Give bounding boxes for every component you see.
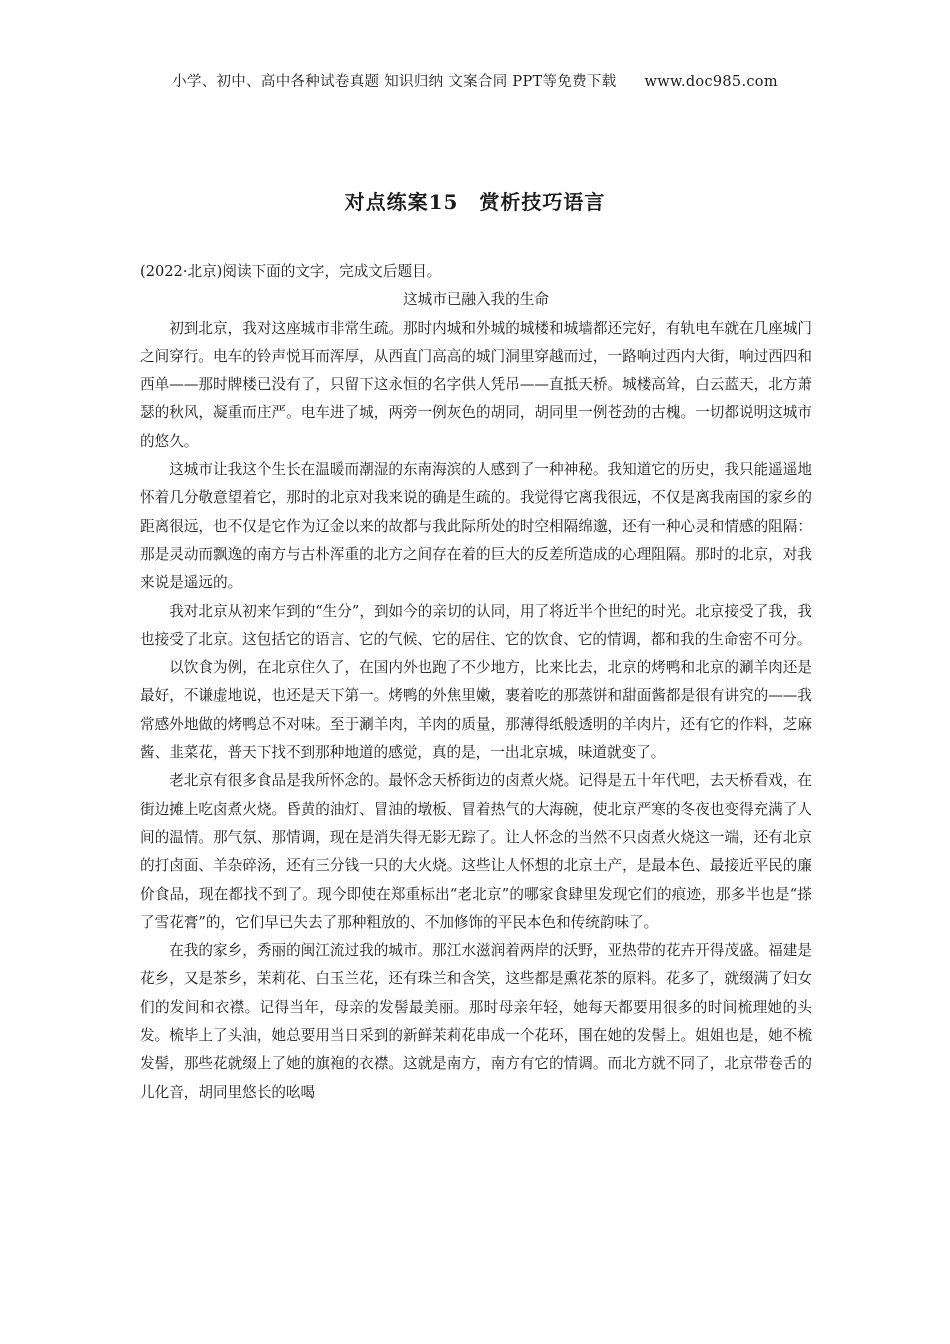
paragraph: 这城市让我这个生长在温暖而潮湿的东南海滨的人感到了一种神秘。我知道它的历史，我只能遥遥地怀着几分敬意望着它，那时的北京对我来说的确是生疏的。我觉得它离我很远，不仅是离我南国的家乡的距离很远，也不仅是它作为辽金以来的故都与我此际所处的时空相隔绵邈，还有一种心灵和情感的阻隔：那是灵动而飘逸的南方与古朴浑重的北方之间存在着的巨大的反差所造成的心理阻隔。那时的北京，对我来说是遥远的。 xyxy=(140,461,812,592)
paragraph: 老北京有很多食品是我所怀念的。最怀念天桥街边的卤煮火烧。记得是五十年代吧，去天桥看戏，在街边摊上吃卤煮火烧。昏黄的油灯、冒油的墩板、冒着热气的大海碗，使北京严寒的冬夜也变得充满了人间的温情。那气氛、那情调，现在是消失得无影无踪了。让人怀念的当然不只卤煮火烧这一端，还有北京的打卤面、羊杂碎汤，还有三分钱一只的大火烧。这些让人怀想的北京土产，是最本色、最接近平民的廉价食品，现在都找不到了。现今即使在郑重标出“老北京”的哪家食肆里发现它们的痕迹，那多半也是“搽了雪花膏”的，它们早已失去了那种粗放的、不加修饰的平民本色和传统韵味了。 xyxy=(140,772,812,931)
document-body xyxy=(140,258,812,1107)
paragraph: 我对北京从初来乍到的“生分”，到如今的亲切的认同，用了将近半个世纪的时光。北京接受了我，我也接受了北京。这包括它的语言、它的气候、它的居住、它的饮食、它的情调，都和我的生命密不可分。 xyxy=(140,602,812,648)
source-line: (2022·北京)阅读下面的文字，完成文后题目。 xyxy=(140,263,442,280)
page-title: 对点练案15 赏析技巧语言 xyxy=(344,190,606,214)
header-site-link[interactable]: www.doc985.com xyxy=(644,74,778,90)
essay-title: 这城市已融入我的生命 xyxy=(403,291,549,309)
paragraph: 在我的家乡，秀丽的闽江流过我的城市。那江水滋润着两岸的沃野，亚热带的花卉开得茂盛。福建是花乡，又是茶乡，茉莉花、白玉兰花，还有珠兰和含笑，这些都是熏花茶的原料。花多了，就缀满了妇女们的发间和衣襟。记得当年，母亲的发髻最美丽。那时母亲年轻，她每天都要用很多的时间梳理她的头发。梳毕上了头油，她总要用当日采到的新鲜茉莉花串成一个花环，围在她的发髻上。姐姐也是，她不梳发髻，那些花就缀上了她的旗袍的衣襟。这就是南方，南方有它的情调。而北方就不同了，北京带卷舌的儿化音，胡同里悠长的吆喝 xyxy=(140,942,812,1101)
header-text: 小学、初中、高中各种试卷真题 知识归纳 文案合同 PPT等免费下载 xyxy=(172,74,617,90)
paragraph: 初到北京，我对这座城市非常生疏。那时内城和外城的城楼和城墙都还完好，有轨电车就在几座城门之间穿行。电车的铃声悦耳而浑厚，从西直门高高的城门洞里穿越而过，一路响过西内大街，响过西四和西单——那时牌楼已没有了，只留下这永恒的名字供人凭吊——直抵天桥。城楼高耸，白云蓝天，北方萧瑟的秋风，凝重而庄严。电车进了城，两旁一例灰色的胡同，胡同里一例苍劲的古槐。一切都说明这城市的悠久。 xyxy=(140,319,812,450)
paragraph: 以饮食为例，在北京住久了，在国内外也跑了不少地方，比来比去，北京的烤鸭和北京的涮羊肉还是最好，不谦虚地说，也还是天下第一。烤鸭的外焦里嫩，裹着吃的那蒸饼和甜面酱都是很有讲究的——我常感外地做的烤鸭总不对味。至于涮羊肉，羊肉的质量，那薄得纸般透明的羊肉片，还有它的作料，芝麻酱、韭菜花，普天下找不到那种地道的感觉，真的是，一出北京城，味道就变了。 xyxy=(140,659,812,762)
page-header xyxy=(0,70,950,91)
